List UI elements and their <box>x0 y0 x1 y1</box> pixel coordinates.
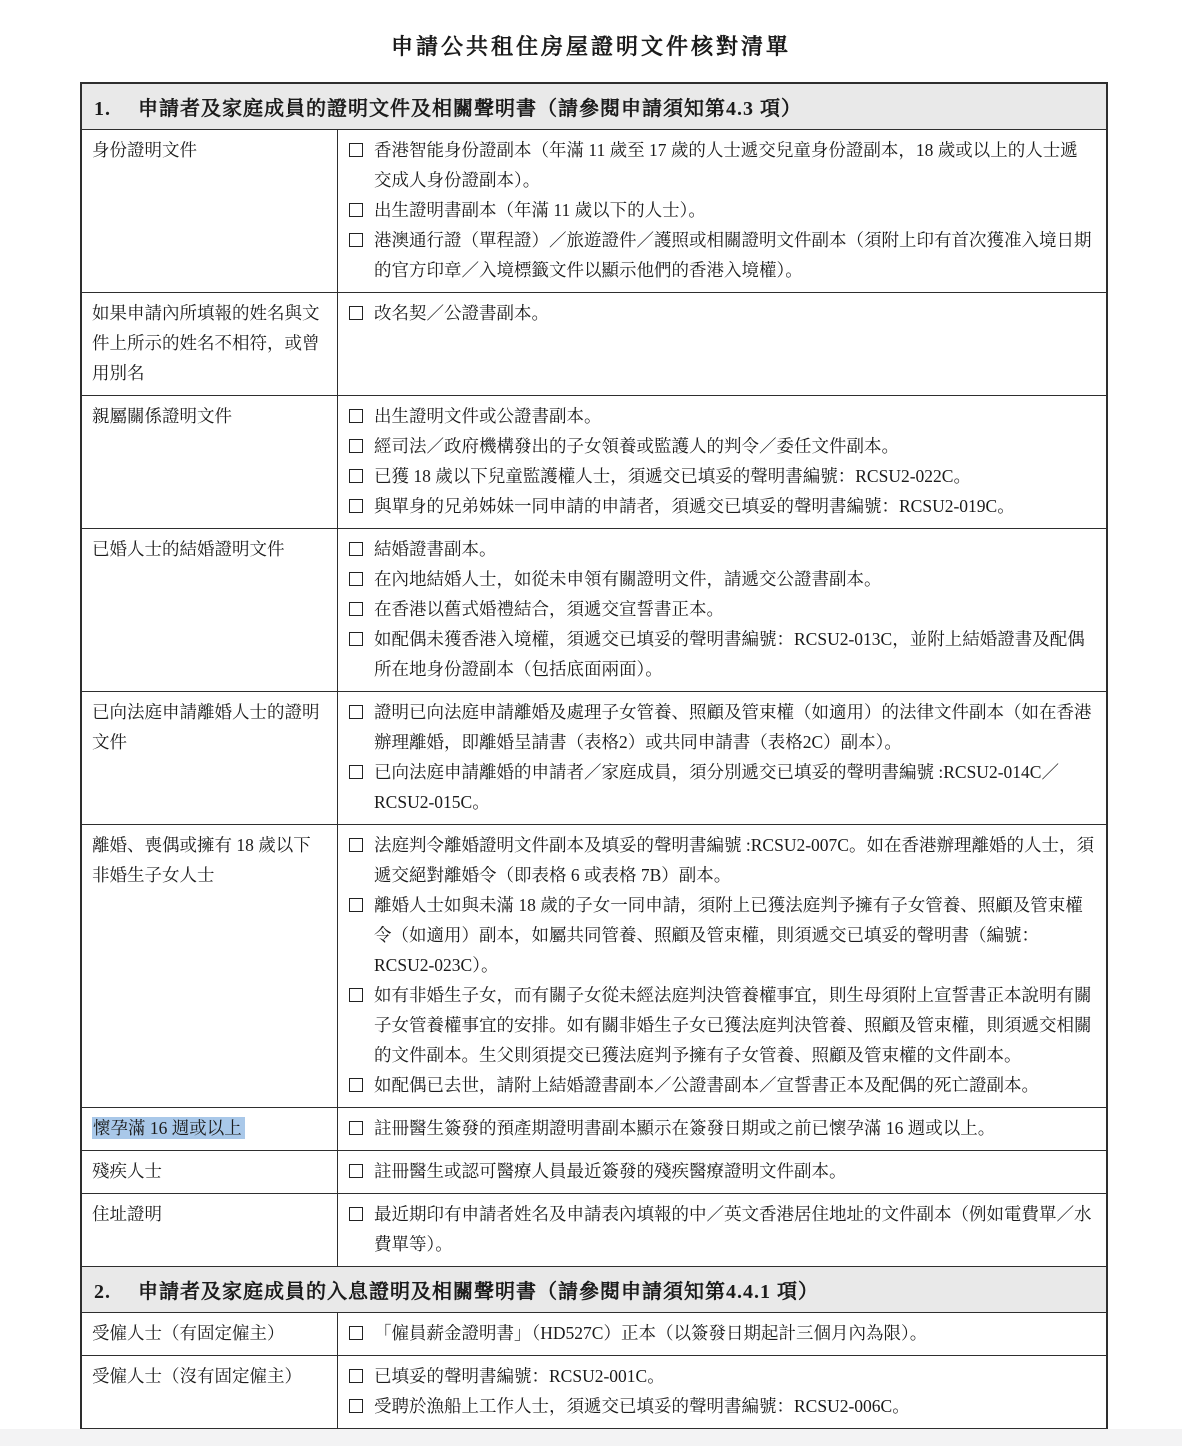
checklist-item-text: 證明已向法庭申請離婚及處理子女管養、照顧及管束權（如適用）的法律文件副本（如在香港辦理離婚，即離婚呈請書（表格2）或共同申請書（表格2C）副本）。 <box>374 702 1092 752</box>
row-items-cell <box>338 1108 1106 1150</box>
table-row <box>82 691 1106 824</box>
row-label-cell: 住址證明 <box>82 1194 338 1266</box>
table-row <box>82 1312 1106 1355</box>
checklist-item-text: 註冊醫生或認可醫療人員最近簽發的殘疾醫療證明文件副本。 <box>374 1161 847 1181</box>
checkbox-icon[interactable] <box>349 1121 363 1135</box>
row-label-cell: 受僱人士（有固定僱主） <box>82 1313 338 1355</box>
checkbox-icon[interactable] <box>349 203 363 217</box>
checklist-item-text: 如有非婚生子女，而有關子女從未經法庭判決管養權事宜，則生母須附上宣誓書正本說明有關子女管養權事宜的安排。如有關非婚生子女已獲法庭判決管養、照顧及管束權，則須遞交相關的文件副本。生父則須提交已獲法庭判予擁有子女管養、照顧及管束權的文件副本。 <box>374 985 1092 1065</box>
checkbox-icon[interactable] <box>349 572 363 586</box>
checklist-item-text: 在內地結婚人士，如從未申領有關證明文件，請遞交公證書副本。 <box>374 569 882 589</box>
row-items-cell <box>338 825 1106 1107</box>
checkbox-icon[interactable] <box>349 838 363 852</box>
checklist-item-text: 出生證明書副本（年滿 11 歲以下的人士）。 <box>374 200 706 220</box>
checklist-item <box>348 1199 1094 1259</box>
checkbox-icon[interactable] <box>349 469 363 483</box>
table-row <box>82 292 1106 395</box>
selected-text-highlight: 懷孕滿 16 週或以上 <box>92 1117 245 1139</box>
checklist-item-text: 已獲 18 歲以下兒童監護權人士，須遞交已填妥的聲明書編號：RCSU2-022C。 <box>374 466 971 486</box>
checklist-item-text: 港澳通行證（單程證）／旅遊證件／護照或相關證明文件副本（須附上印有首次獲准入境日期的官方印章／入境標籤文件以顯示他們的香港入境權）。 <box>374 230 1092 280</box>
checklist-item <box>348 431 1094 461</box>
table-row <box>82 528 1106 691</box>
checklist-item <box>348 890 1094 980</box>
checklist-item <box>348 830 1094 890</box>
row-label-cell: 如果申請內所填報的姓名與文件上所示的姓名不相符，或曾用別名 <box>82 293 338 395</box>
checkbox-icon[interactable] <box>349 1326 363 1340</box>
table-row <box>82 1107 1106 1150</box>
checkbox-icon[interactable] <box>349 1369 363 1383</box>
checklist-item-text: 在香港以舊式婚禮結合，須遞交宣誓書正本。 <box>374 599 724 619</box>
checklist-item <box>348 298 1094 328</box>
checkbox-icon[interactable] <box>349 705 363 719</box>
checkbox-icon[interactable] <box>349 988 363 1002</box>
checkbox-icon[interactable] <box>349 602 363 616</box>
row-items-cell <box>338 1194 1106 1266</box>
table-row <box>82 395 1106 528</box>
checkbox-icon[interactable] <box>349 765 363 779</box>
section-heading <box>82 1266 1106 1312</box>
checklist-item <box>348 697 1094 757</box>
checklist-item <box>348 1070 1094 1100</box>
row-label-cell: 受僱人士（沒有固定僱主） <box>82 1356 338 1428</box>
checklist-item <box>348 564 1094 594</box>
checklist-item-text: 已填妥的聲明書編號：RCSU2-001C。 <box>374 1366 665 1386</box>
row-label-cell: 親屬關係證明文件 <box>82 396 338 528</box>
checkbox-icon[interactable] <box>349 1207 363 1221</box>
checklist-item <box>348 491 1094 521</box>
checkbox-icon[interactable] <box>349 233 363 247</box>
checklist-item-text: 法庭判令離婚證明文件副本及填妥的聲明書編號 :RCSU2-007C。如在香港辦理離婚的人士，須遞交絕對離婚令（即表格 6 或表格 7B）副本。 <box>374 835 1094 885</box>
row-items-cell <box>338 396 1106 528</box>
checkbox-icon[interactable] <box>349 1078 363 1092</box>
table-row <box>82 1355 1106 1428</box>
checklist-item-text: 改名契／公證書副本。 <box>374 303 549 323</box>
row-items-cell <box>338 1313 1106 1355</box>
row-label-cell <box>82 1108 338 1150</box>
checklist-item-text: 「僱員薪金證明書」（HD527C）正本（以簽發日期起計三個月內為限）。 <box>374 1323 928 1343</box>
checklist-item-text: 如配偶未獲香港入境權，須遞交已填妥的聲明書編號：RCSU2-013C，並附上結婚證書及配偶所在地身份證副本（包括底面兩面）。 <box>374 629 1085 679</box>
row-label-cell: 離婚、喪偶或擁有 18 歲以下非婚生子女人士 <box>82 825 338 1107</box>
checklist-item-text: 已向法庭申請離婚的申請者／家庭成員，須分別遞交已填妥的聲明書編號 :RCSU2-014C／RCSU2-015C。 <box>374 762 1059 812</box>
row-label-cell: 已向法庭申請離婚人士的證明文件 <box>82 692 338 824</box>
checklist-item-text: 與單身的兄弟姊妹一同申請的申請者，須遞交已填妥的聲明書編號：RCSU2-019C。 <box>374 496 1015 516</box>
checklist-item-text: 如配偶已去世，請附上結婚證書副本／公證書副本／宣誓書正本及配偶的死亡證副本。 <box>374 1075 1039 1095</box>
table-row <box>82 824 1106 1107</box>
checkbox-icon[interactable] <box>349 439 363 453</box>
checklist-item <box>348 195 1094 225</box>
row-items-cell <box>338 529 1106 691</box>
checklist-item-text: 出生證明文件或公證書副本。 <box>374 406 602 426</box>
checkbox-icon[interactable] <box>349 542 363 556</box>
section-heading-text: 申請者及家庭成員的證明文件及相關聲明書（請參閱申請須知第4.3 項） <box>138 98 802 120</box>
section-heading-text: 申請者及家庭成員的入息證明及相關聲明書（請參閱申請須知第4.4.1 項） <box>138 1281 819 1303</box>
row-items-cell <box>338 1151 1106 1193</box>
checklist-item <box>348 980 1094 1070</box>
checklist-item <box>348 1391 1094 1421</box>
checkbox-icon[interactable] <box>349 1399 363 1413</box>
checklist-item <box>348 534 1094 564</box>
row-label-cell: 身份證明文件 <box>82 130 338 292</box>
row-items-cell <box>338 692 1106 824</box>
checklist-item-text: 結婚證書副本。 <box>374 539 497 559</box>
checklist-item <box>348 757 1094 817</box>
checklist-item-text: 最近期印有申請者姓名及申請表內填報的中／英文香港居住地址的文件副本（例如電費單／水費單等）。 <box>374 1204 1092 1254</box>
page-title: 申請公共租住房屋證明文件核對清單 <box>390 34 791 59</box>
checklist-item-text: 香港智能身份證副本（年滿 11 歲至 17 歲的人士遞交兒童身份證副本，18 歲或以上的人士遞交成人身份證副本）。 <box>374 140 1078 190</box>
checkbox-icon[interactable] <box>349 409 363 423</box>
checklist-item-text: 離婚人士如與未滿 18 歲的子女一同申請，須附上已獲法庭判予擁有子女管養、照顧及管束權令（如適用）副本，如屬共同管養、照顧及管束權，則須遞交已填妥的聲明書（編號：RCSU2-023C）。 <box>374 895 1083 975</box>
checklist-item <box>348 624 1094 684</box>
checklist-item-text: 註冊醫生簽發的預產期證明書副本顯示在簽發日期或之前已懷孕滿 16 週或以上。 <box>374 1118 996 1138</box>
checklist-item <box>348 225 1094 285</box>
checkbox-icon[interactable] <box>349 306 363 320</box>
checkbox-icon[interactable] <box>349 1164 363 1178</box>
row-label-cell: 已婚人士的結婚證明文件 <box>82 529 338 691</box>
checklist-item <box>348 594 1094 624</box>
checkbox-icon[interactable] <box>349 898 363 912</box>
checkbox-icon[interactable] <box>349 143 363 157</box>
checklist-item <box>348 135 1094 195</box>
checklist-item <box>348 1113 1094 1143</box>
section-heading <box>82 84 1106 129</box>
checklist-item-text: 受聘於漁船上工作人士，須遞交已填妥的聲明書編號：RCSU2-006C。 <box>374 1396 910 1416</box>
row-items-cell <box>338 1356 1106 1428</box>
checklist-table <box>80 82 1108 1429</box>
checklist-item <box>348 1318 1094 1348</box>
section-number: 2. <box>94 1281 111 1303</box>
checklist-item <box>348 1361 1094 1391</box>
checkbox-icon[interactable] <box>349 632 363 646</box>
checklist-item <box>348 401 1094 431</box>
checklist-item <box>348 1156 1094 1186</box>
table-row <box>82 1150 1106 1193</box>
row-items-cell <box>338 130 1106 292</box>
checklist-item-text: 經司法／政府機構發出的子女領養或監護人的判令／委任文件副本。 <box>374 436 899 456</box>
checkbox-icon[interactable] <box>349 499 363 513</box>
row-label-cell: 殘疾人士 <box>82 1151 338 1193</box>
section-number: 1. <box>94 98 111 120</box>
table-row <box>82 1193 1106 1266</box>
row-items-cell <box>338 293 1106 395</box>
table-row <box>82 129 1106 292</box>
checklist-item <box>348 461 1094 491</box>
